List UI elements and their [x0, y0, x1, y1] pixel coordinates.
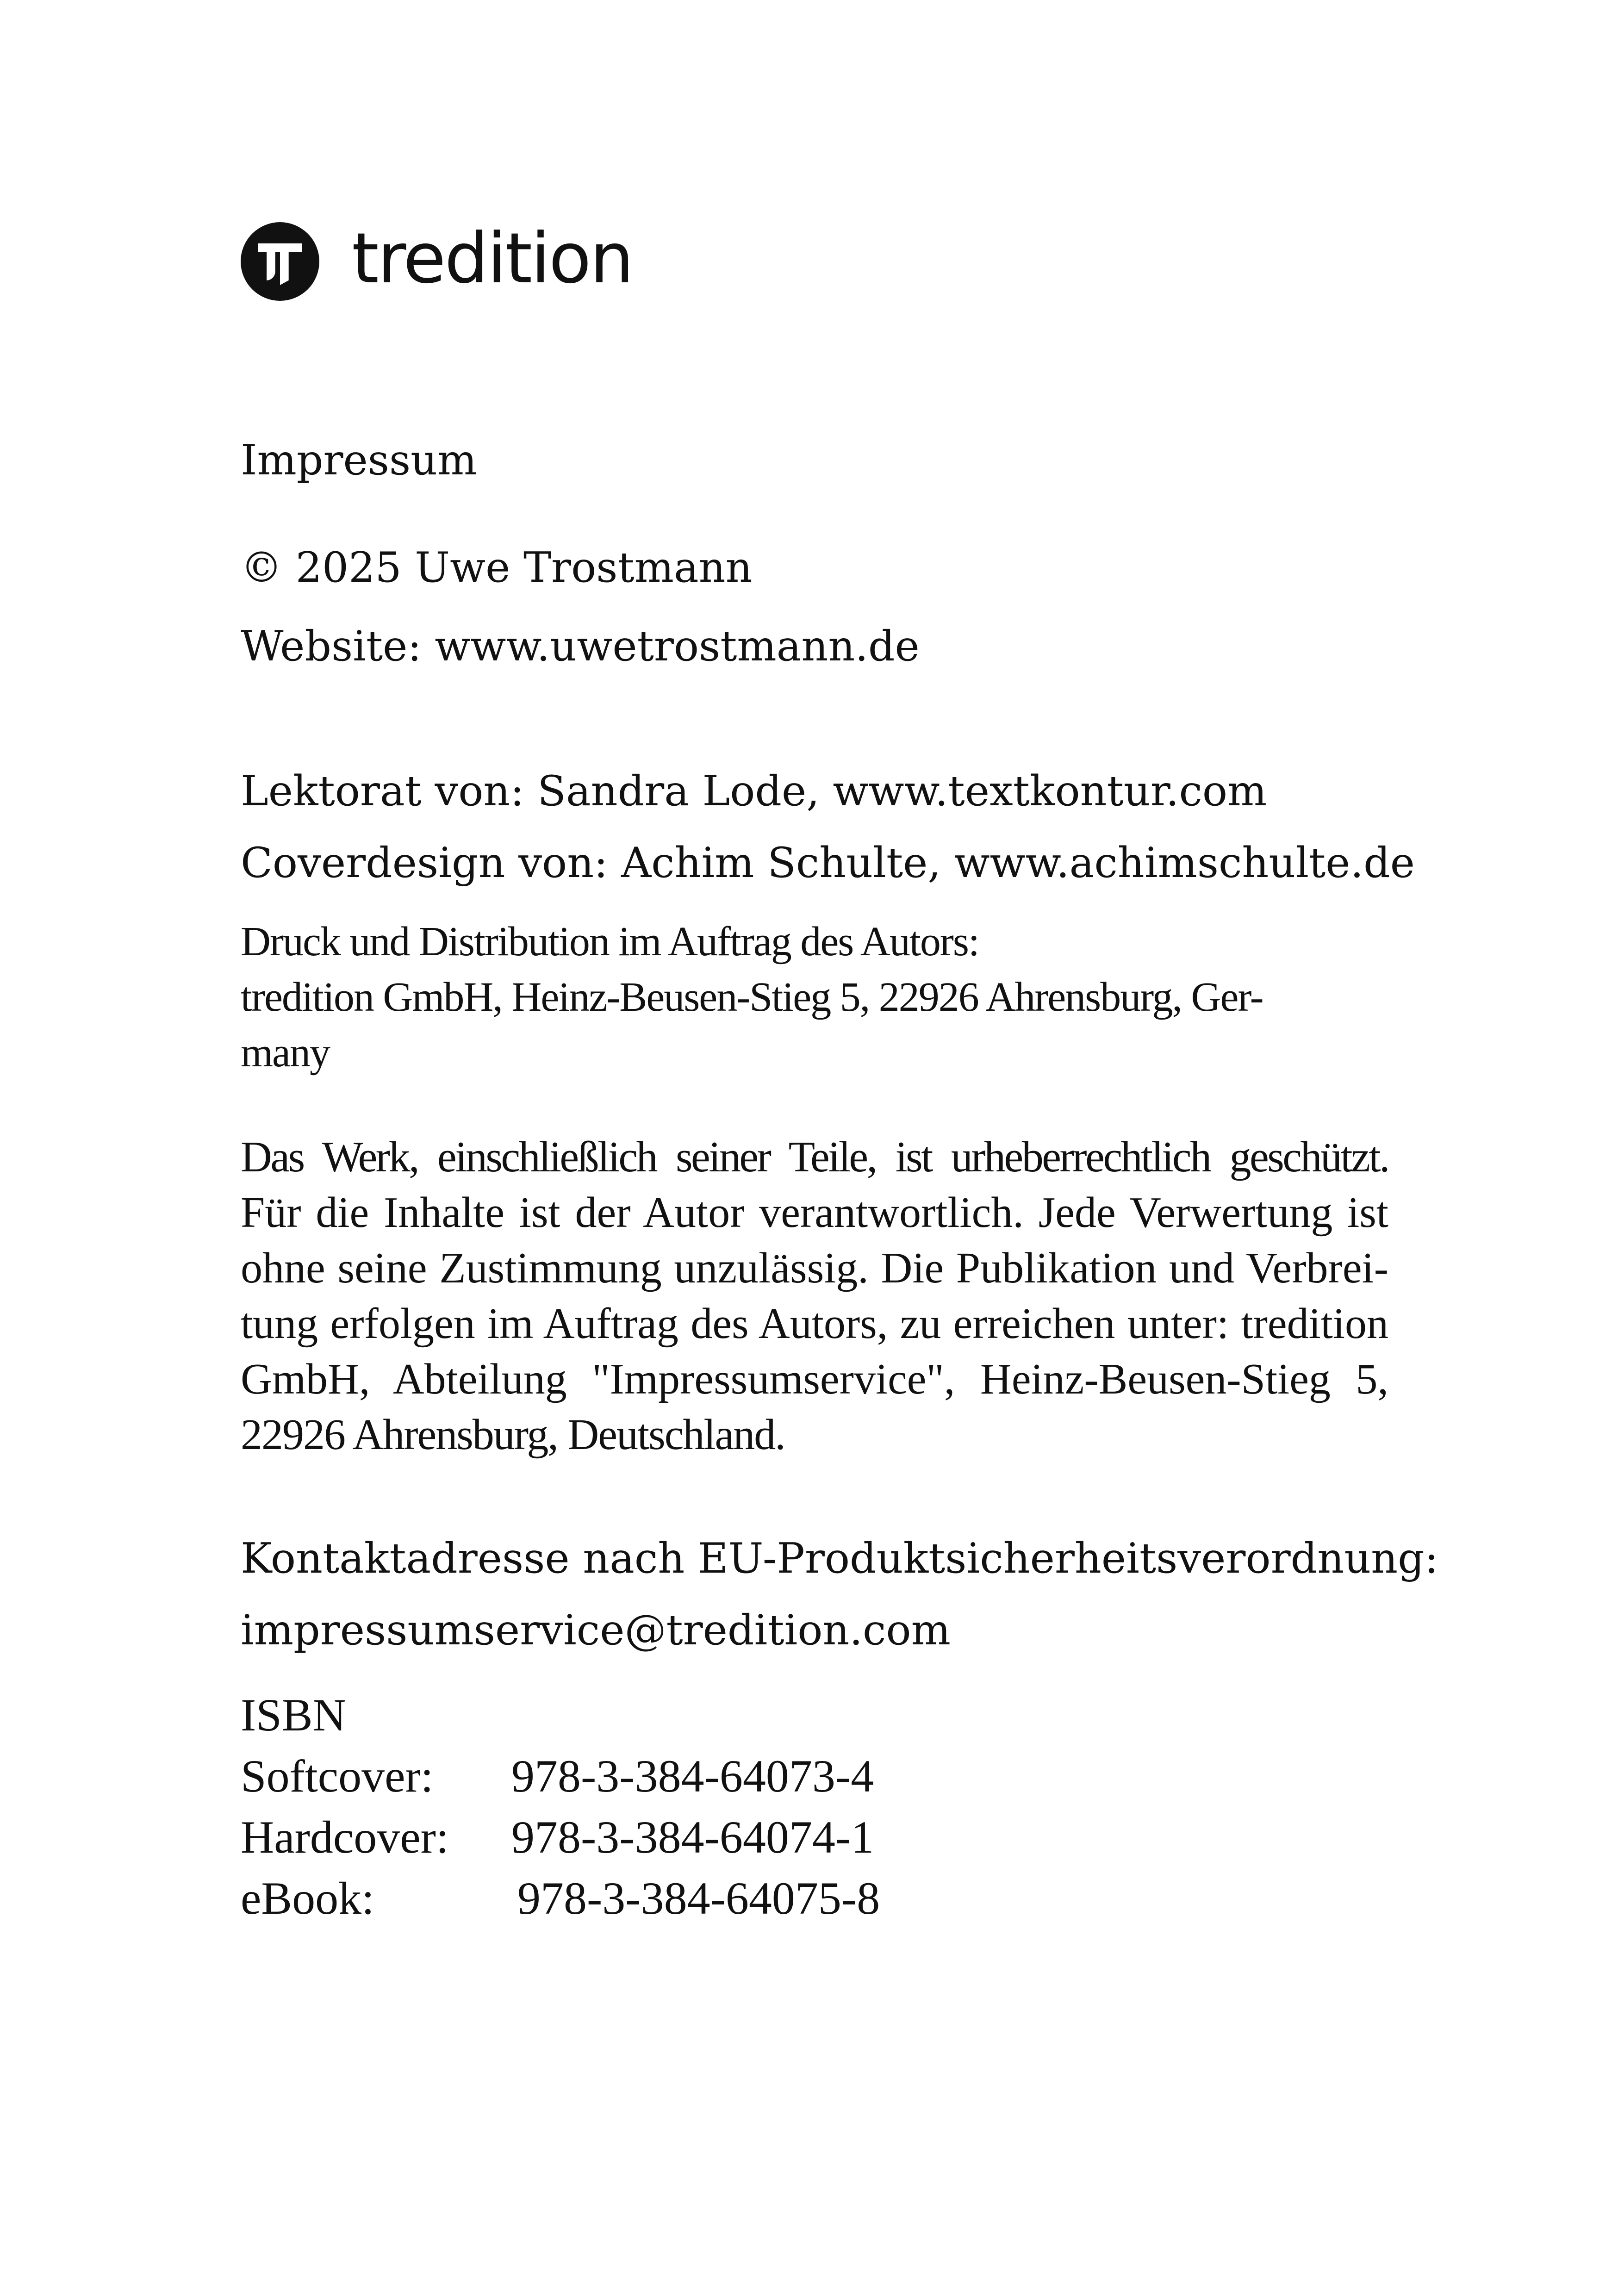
- druck-line: tredition GmbH, Heinz-Beusen-Stieg 5, 22926 Ahrensburg, Ger-: [241, 974, 1263, 1020]
- author-website: Website: www.uwetrostmann.de: [241, 622, 920, 671]
- druck-line: Druck und Distribution im Auftrag des Autors:: [241, 919, 979, 964]
- druck-line: many: [241, 1030, 330, 1076]
- isbn-row-hardcover: [241, 1807, 880, 1868]
- isbn-row-ebook: [241, 1868, 880, 1929]
- legal-line: Für die Inhalte ist der Autor verantwortlich. Jede Verwertung ist: [241, 1188, 1388, 1237]
- isbn-number: 978-3-384-64074-1: [511, 1811, 874, 1863]
- isbn-heading: ISBN: [241, 1689, 346, 1741]
- isbn-label: Softcover:: [241, 1750, 434, 1802]
- legal-line: ohne seine Zustimmung unzulässig. Die Publikation und Verbrei-: [241, 1244, 1388, 1292]
- legal-line: 22926 Ahrensburg, Deutschland.: [241, 1411, 785, 1459]
- isbn-heading-row: [241, 1685, 880, 1746]
- contact-address: [241, 1523, 1438, 1666]
- copyright-line: © 2025 Uwe Trostmann: [241, 543, 753, 592]
- coverdesign-credit: Coverdesign von: Achim Schulte, www.achimschulte.de: [241, 839, 1415, 887]
- lektorat-credit: Lektorat von: Sandra Lode, www.textkontur.com: [241, 767, 1267, 815]
- contact-email: impressumservice@tredition.com: [241, 1606, 951, 1655]
- legal-line: Das Werk, einschließlich seiner Teile, ist urheberrechtlich geschützt.: [241, 1133, 1388, 1181]
- isbn-row-softcover: [241, 1746, 880, 1807]
- isbn-label: Hardcover:: [241, 1811, 449, 1863]
- isbn-list: [241, 1685, 880, 1929]
- isbn-label: eBook:: [241, 1873, 374, 1924]
- contact-label: Kontaktadresse nach EU-Produktsicherheitsverordnung:: [241, 1534, 1439, 1583]
- tredition-logo: [241, 218, 633, 301]
- isbn-number: 978-3-384-64075-8: [517, 1873, 880, 1924]
- legal-line: GmbH, Abteilung "Impressumservice", Heinz-Beusen-Stieg 5,: [241, 1355, 1388, 1403]
- legal-line: tung erfolgen im Auftrag des Autors, zu erreichen unter: tredition: [241, 1300, 1388, 1348]
- tredition-mark-icon: [241, 222, 319, 301]
- print-distribution-notice: [241, 914, 1398, 1081]
- tredition-wordmark: tredition: [352, 218, 633, 299]
- isbn-number: 978-3-384-64073-4: [511, 1750, 874, 1802]
- copyright-legal-notice: [241, 1129, 1388, 1462]
- page-title: Impressum: [241, 436, 477, 485]
